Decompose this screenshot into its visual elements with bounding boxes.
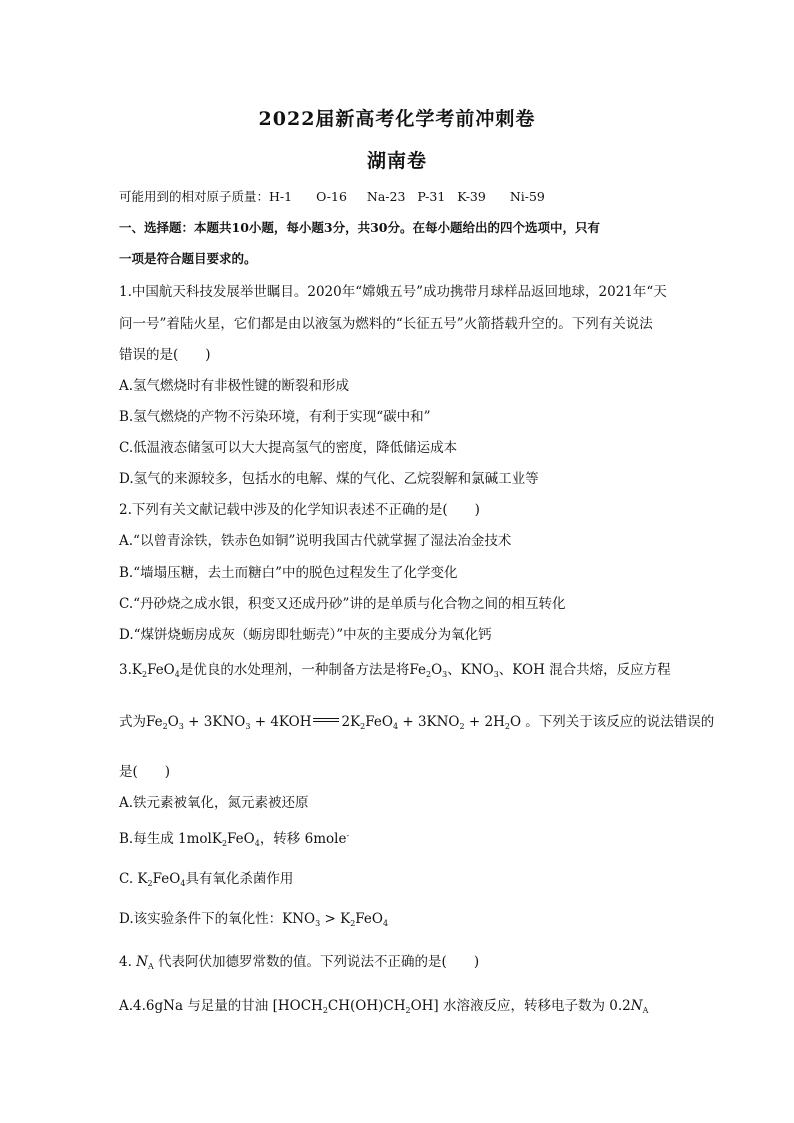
q4-stem: 4. $N_A$ 代表阿伏加德罗常数的值。下列说法不正确的是( ) xyxy=(119,954,480,971)
atomic-mass-h: H-1 xyxy=(269,189,293,204)
q1-option-a: A.氢气燃烧时有非极性键的断裂和形成 xyxy=(119,378,350,394)
q3-option-d: D.该实验条件下的氧化性：$KNO_3 > K_2FeO_4$ xyxy=(119,911,389,928)
q2-option-a: A.“以曾青涂铁，铁赤色如铜”说明我国古代就掌握了湿法冶金技术 xyxy=(119,533,512,549)
atomic-mass-p: P-31 xyxy=(417,189,446,204)
atomic-mass-ni: Ni-59 xyxy=(509,189,545,204)
q1-option-b: B.氢气燃烧的产物不污染环境，有利于实现“碳中和” xyxy=(119,409,431,425)
q3-stem-line1: $3.K_2FeO_4$是优良的水处理剂，一种制备方法是将$Fe_2O_3$、$KNO_3$、KOH 混合共熔，反应方程 xyxy=(119,662,671,679)
q1-stem-line1: 1.中国航天科技发展举世瞩目。2020年“嫦娥五号”成功携带月球样品返回地球，2021年“天 xyxy=(119,284,667,300)
q2-option-c: C.“丹砂烧之成水银，积变又还成丹砂”讲的是单质与化合物之间的相互转化 xyxy=(119,596,566,612)
section-heading-line2: 一项是符合题目要求的。 xyxy=(119,251,257,266)
q1-option-c: C.低温液态储氢可以大大提高氢气的密度，降低储运成本 xyxy=(119,440,458,456)
atomic-masses xyxy=(119,187,679,205)
q1-stem-line2: 问一号”着陆火星，它们都是由以液氢为燃料的“长征五号”火箭搭载升空的。下列有关说法 xyxy=(119,316,653,332)
q2-stem: 2.下列有关文献记载中涉及的化学知识表述不正确的是( ) xyxy=(119,502,480,518)
q4-option-a: A.4.6gNa 与足量的甘油 $[HOCH_2CH(OH)CH_2OH]$ 水溶液反应，转移电子数为 $0.2N_A$ xyxy=(119,998,649,1015)
q3-option-a: A.铁元素被氧化，氮元素被还原 xyxy=(119,795,309,811)
atomic-mass-k: K-39 xyxy=(457,189,486,204)
q3-option-b: B.每生成 1molK$_2$FeO$_4$，转移 6mole- xyxy=(119,831,350,848)
section-heading-line1: 一、选择题：本题共10小题，每小题3分，共30分。在每小题给出的四个选项中，只有 xyxy=(119,220,600,235)
q1-stem-line3: 错误的是( ) xyxy=(119,347,211,363)
q3-stem-end: 是( ) xyxy=(119,764,171,780)
q3-equation-line: 式为$Fe_2O_3 + 3KNO_3 + 4KOH$ $2K_2FeO_4 + 3KNO_2 + 2H_2O$ 。下列关于该反应的说法错误的 xyxy=(119,714,715,731)
q3-option-c: C. $K_2FeO_4$具有氧化杀菌作用 xyxy=(119,871,294,888)
q2-option-d: D.“煤饼烧蛎房成灰（蛎房即牡蛎壳）”中灰的主要成分为氧化钙 xyxy=(119,627,492,643)
atomic-mass-na: Na-23 xyxy=(366,189,406,204)
q2-option-b: B.“墙塌压糖，去土而糖白”中的脱色过程发生了化学变化 xyxy=(119,565,458,581)
page-title: 2022届新高考化学考前冲刺卷 xyxy=(258,108,536,130)
q1-option-d: D.氢气的来源较多，包括水的电解、煤的气化、乙烷裂解和氯碱工业等 xyxy=(119,471,539,487)
page-subtitle: 湖南卷 xyxy=(366,150,427,172)
atomic-masses-label: 可能用到的相对原子质量： xyxy=(119,189,270,204)
atomic-mass-o: O-16 xyxy=(316,189,347,204)
equals-sign xyxy=(313,716,339,726)
